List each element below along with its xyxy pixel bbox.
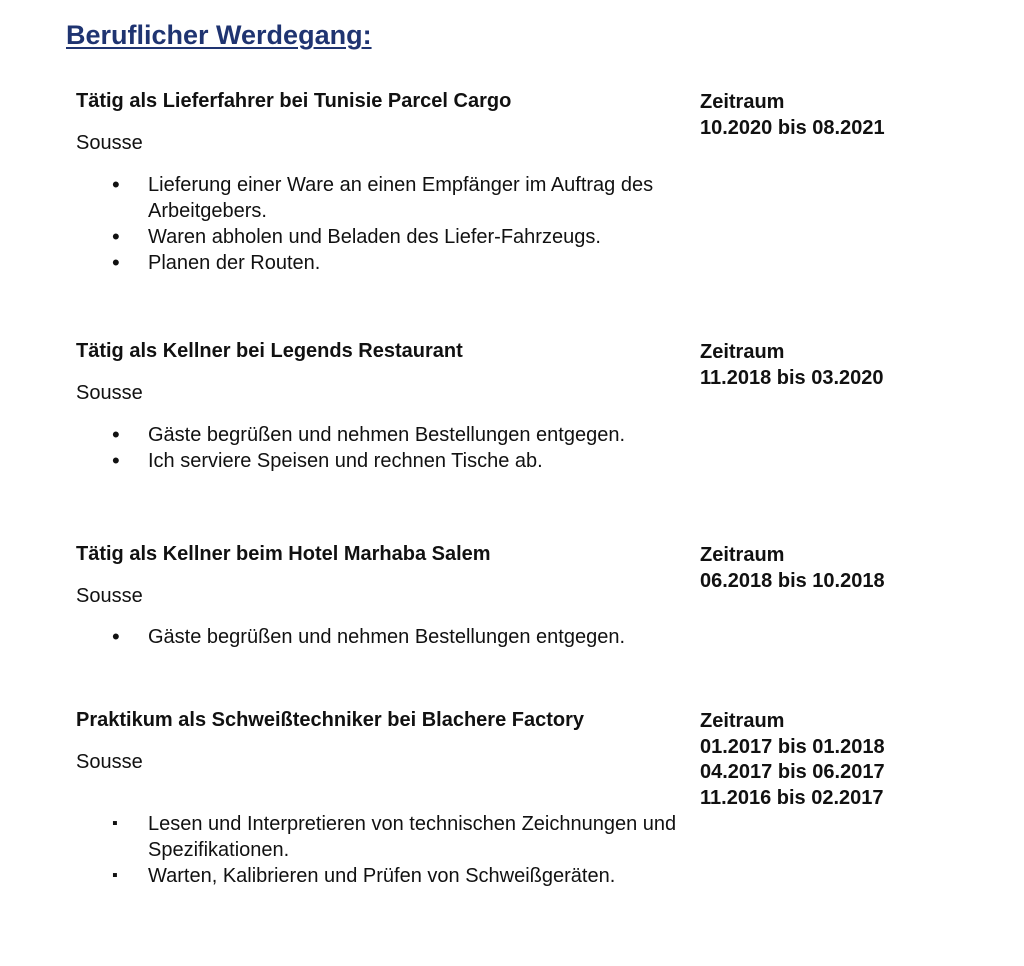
list-item: • Gäste begrüßen und nehmen Bestellungen entgegen. <box>76 624 738 650</box>
job-duties <box>76 624 738 650</box>
job-duties <box>76 172 738 276</box>
list-item: • Lieferung einer Ware an einen Empfänger im Auftrag des Arbeitgebers. <box>76 172 738 224</box>
period-label: Zeitraum <box>700 341 785 363</box>
job-duties <box>76 811 738 889</box>
list-item: ▪ Lesen und Interpretieren von technischen Zeichnungen und Spezifikationen. <box>76 811 738 863</box>
job-title: Tätig als Kellner beim Hotel Marhaba Salem <box>76 543 491 565</box>
job-duties <box>76 422 738 474</box>
section-title: Beruflicher Werdegang: <box>66 20 372 50</box>
list-item: ▪ Warten, Kalibrieren und Prüfen von Schweißgeräten. <box>76 863 738 889</box>
period-range: 10.2020 bis 08.2021 <box>700 116 885 139</box>
period-range: 11.2016 bis 02.2017 <box>700 786 884 809</box>
period-label: Zeitraum <box>700 91 785 113</box>
job-period <box>700 90 885 141</box>
job-location: Sousse <box>76 585 143 607</box>
job-location: Sousse <box>76 751 143 773</box>
list-item: • Gäste begrüßen und nehmen Bestellungen entgegen. <box>76 422 738 448</box>
list-item: • Ich serviere Speisen und rechnen Tische ab. <box>76 448 738 474</box>
period-range: 01.2017 bis 01.2018 <box>700 735 885 758</box>
period-range: 06.2018 bis 10.2018 <box>700 569 885 592</box>
job-period <box>700 340 884 391</box>
period-range: 04.2017 bis 06.2017 <box>700 761 885 783</box>
job-location: Sousse <box>76 382 143 404</box>
job-title: Praktikum als Schweißtechniker bei Blachere Factory <box>76 709 584 731</box>
list-item: • Planen der Routen. <box>76 250 738 276</box>
job-period <box>700 709 885 811</box>
job-title: Tätig als Lieferfahrer bei Tunisie Parcel Cargo <box>76 90 512 112</box>
job-location: Sousse <box>76 132 143 154</box>
period-label: Zeitraum <box>700 544 785 566</box>
job-period <box>700 543 885 594</box>
job-title: Tätig als Kellner bei Legends Restaurant <box>76 340 463 362</box>
period-range: 11.2018 bis 03.2020 <box>700 366 884 389</box>
list-item: • Waren abholen und Beladen des Liefer-Fahrzeugs. <box>76 224 738 250</box>
period-label: Zeitraum <box>700 710 785 732</box>
